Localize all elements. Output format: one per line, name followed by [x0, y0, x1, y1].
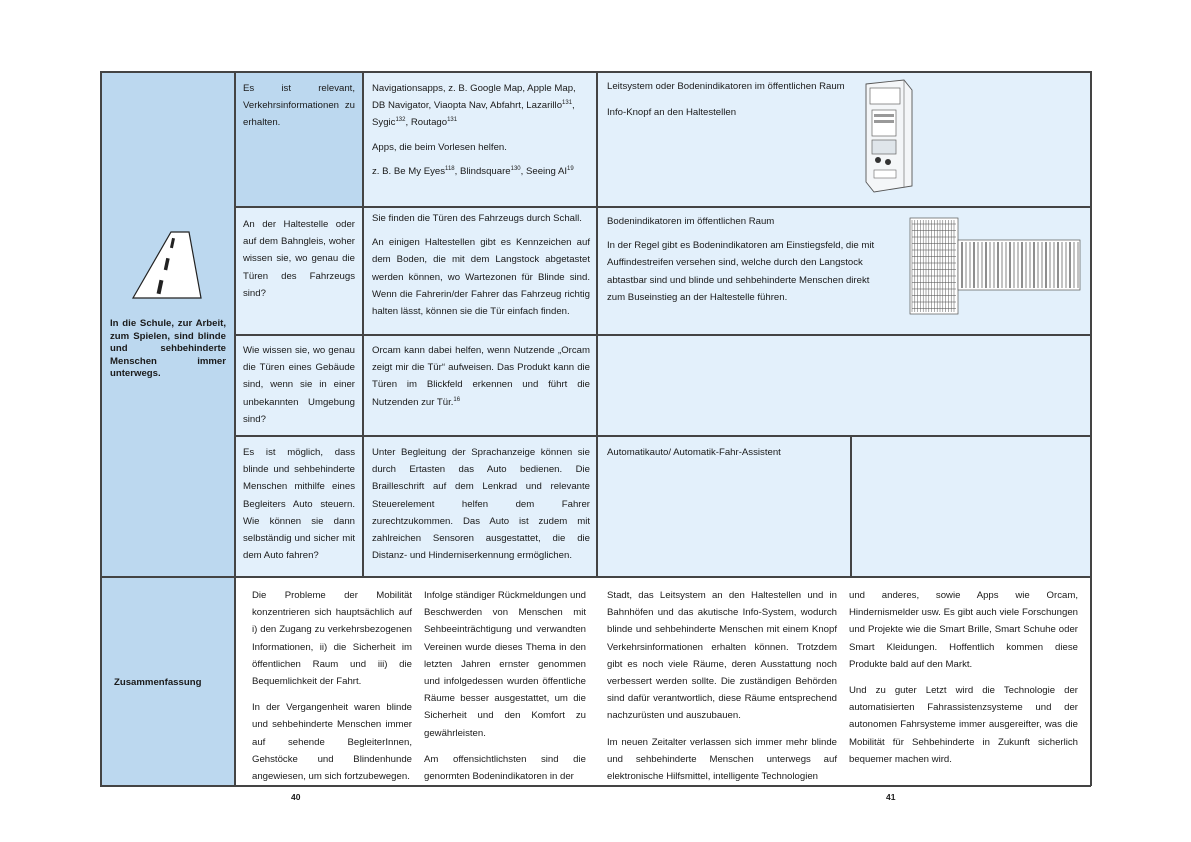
solution-1-nav: Navigationsapps, z. B. Google Map, Apple Map, DB Navigator, Viaopta Nav, Abfahrt, Lazarillo [372, 83, 576, 112]
footnote: 16 [453, 396, 461, 403]
apps-examples: z. B. Be My Eyes [372, 165, 446, 177]
solution-1: Navigationsapps, z. B. Google Map, Apple Map, DB Navigator, Viaopta Nav, Abfahrt, Lazarillo$^{131}$, Sygic$^{132}$, Routago$^{131}$ Apps, die beim Vorlesen helfen. z. B. Be My Eyes$^{118}$, Blindsquare$^{130}$, Seeing AI$^{19}$ [372, 80, 590, 187]
solution-3-text: Orcam kann dabei helfen, wenn Nutzende „Orcam zeigt mir die Tür“ aufweisen. Das Produkt kann die Türen im Blickfeld erkennen und führt die Nutzenden zur Tür. [372, 345, 590, 408]
summary-col-1 [252, 587, 412, 792]
summary-col1-p1: Die Probleme der Mobilität konzentrieren sich hauptsächlich auf i) den Zugang zu verkehrsbezogenen Informationen, ii) die Sicherheit im öffentlichen Raum und iii) die Bequemlichkeit der Fahrt. [252, 590, 412, 688]
infra-2-text: In der Regel gibt es Bodenindikatoren am Einstiegsfeld, die mit Auffindestreifen versehen sind, welche durch den Langstock abtastbar sind und blinde und sehbehinderte Menschen direkt zum Buseinstieg an der Haltestelle führen. [607, 240, 875, 303]
infra-4: Automatikauto/ Automatik-Fahr-Assistent [607, 447, 781, 458]
summary-col-4 [849, 587, 1078, 775]
infra-1-button: Info-Knopf an den Haltestellen [607, 107, 737, 118]
road-icon [125, 228, 207, 300]
summary-col-3 [607, 587, 837, 792]
infra-1-title: Leitsystem oder Bodenindikatoren im öffentlichen Raum [607, 81, 845, 92]
infra-2-title: Bodenindikatoren im öffentlichen Raum [607, 216, 775, 227]
solution-2-p2: An einigen Haltestellen gibt es Kennzeichen auf dem Boden, die mit dem Langstock abgetastet werden können, wo Wartezonen für Blinde sind. Wenn die Fahrerin/der Fahrer das Fahrzeug richtig halten lässt, können sie die Tür einfach finden. [372, 237, 590, 318]
infra-1 [607, 80, 847, 127]
footnote: 131 [447, 117, 458, 124]
footnote: 130 [510, 165, 521, 172]
footnote: 118 [445, 165, 455, 172]
solution-2 [372, 210, 590, 327]
question-1: Es ist relevant, Verkehrsinformationen zu erhalten. [243, 83, 355, 129]
summary-col1-p2: In der Vergangenheit waren blinde und sehbehinderte Menschen immer auf sehende BegleiterInnen, Gehstöcke und Blindenhunde angewiesen, um sich fortzubewegen. [252, 702, 412, 783]
apps-examples: , Blindsquare [454, 165, 511, 177]
footnote: 19 [567, 165, 574, 172]
solution-1-routago: , Routago [405, 117, 448, 129]
summary-col2-p1: Infolge ständiger Rückmeldungen und Beschwerden von Menschen mit Sehbeeinträchtigung und verwandten Vereinen wurde dieses Thema in den letzten Jahren ernster genommen und infolgedessen wurden öffentliche Räume besser ausgestattet, um die Sicherheit und den Komfort zu gewährleisten. [424, 590, 586, 739]
footnote: 131 [562, 100, 573, 107]
solution-1-sygic: Sygic [372, 117, 396, 129]
footnote: 132 [395, 117, 406, 124]
apps-examples: , Seeing AI [520, 165, 568, 177]
topic-text: In die Schule, zur Arbeit, zum Spielen, sind blinde und sehbehinderte Menschen immer unterwegs. [110, 318, 226, 379]
summary-col4-p2: Und zu guter Letzt wird die Technologie der automatisierten Fahrassistenzsysteme und der autonomen Fahrsysteme immer ausgereifter, was die Mobilität für Sehbehinderte in Zukunft sicherlich bequemer machen wird. [849, 685, 1078, 765]
page-number-right: 41 [886, 792, 896, 802]
solution-4: Unter Begleitung der Sprachanzeige können sie durch Ertasten das Auto bedienen. Die Brailleschrift auf dem Lenkrad und relevante Steuerelement helfen dem Fahrer zurechtzukommen. Das Auto ist zudem mit zahlreichen Sensoren ausgestattet, die die Distanz- und Hinderniserkennung ermöglichen. [372, 447, 590, 562]
tactile-paving-icon [906, 216, 1084, 316]
page-number-left: 40 [291, 792, 301, 802]
solution-3 [372, 342, 590, 411]
info-kiosk-icon [860, 78, 916, 194]
solution-2-p1: Sie finden die Türen des Fahrzeugs durch Schall. [372, 213, 582, 224]
summary-col-2 [424, 587, 586, 792]
summary-label: Zusammenfassung [114, 677, 202, 688]
question-3: Wie wissen sie, wo genau die Türen eines Gebäude sind, wenn sie in einer unbekannten Umgebung sind? [243, 345, 355, 425]
summary-col3-p2: Im neuen Zeitalter verlassen sich immer mehr blinde und sehbehinderte Menschen unterwegs auf elektronische Hilfsmittel, intelligente Technologien [607, 736, 837, 783]
infra-2 [607, 213, 881, 313]
summary-col4-p1: und anderes, sowie Apps wie Orcam, Hindernismelder usw. Es gibt auch viele Forschungen und Projekte wie die Smart Brille, Smart Schuhe oder Smart Kleidungen. Hoffentlich kommen diese Produkte bald auf den Markt. [849, 590, 1078, 670]
summary-col3-p1: Stadt, das Leitsystem an den Haltestellen und in Bahnhöfen und das akutische Info-System, wodurch blinde und sehbehinderte Menschen mit einem Knopf Verkehrsinformationen erhalten können. Trotzdem gibt es noch viele Räume, deren Ausstattung noch verbessert werden sollte. Die zuständigen Behörden sind dafür verantwortlich, diese Räume entsprechend nachzurüsten und auszubauen. [607, 590, 837, 722]
summary-col2-p2: Am offensichtlichsten sind die genormten Bodenindikatoren in der [424, 753, 586, 783]
question-4: Es ist möglich, dass blinde und sehbehinderte Menschen mithilfe eines Begleiters Auto steuern. Wie können sie dann selbständig und sicher mit dem Auto fahren? [243, 447, 355, 562]
apps-read: Apps, die beim Vorlesen helfen. [372, 141, 507, 153]
question-2: An der Haltestelle oder auf dem Bahngleis, woher wissen sie, wo genau die Türen des Fahrzeugs sind? [243, 219, 355, 299]
